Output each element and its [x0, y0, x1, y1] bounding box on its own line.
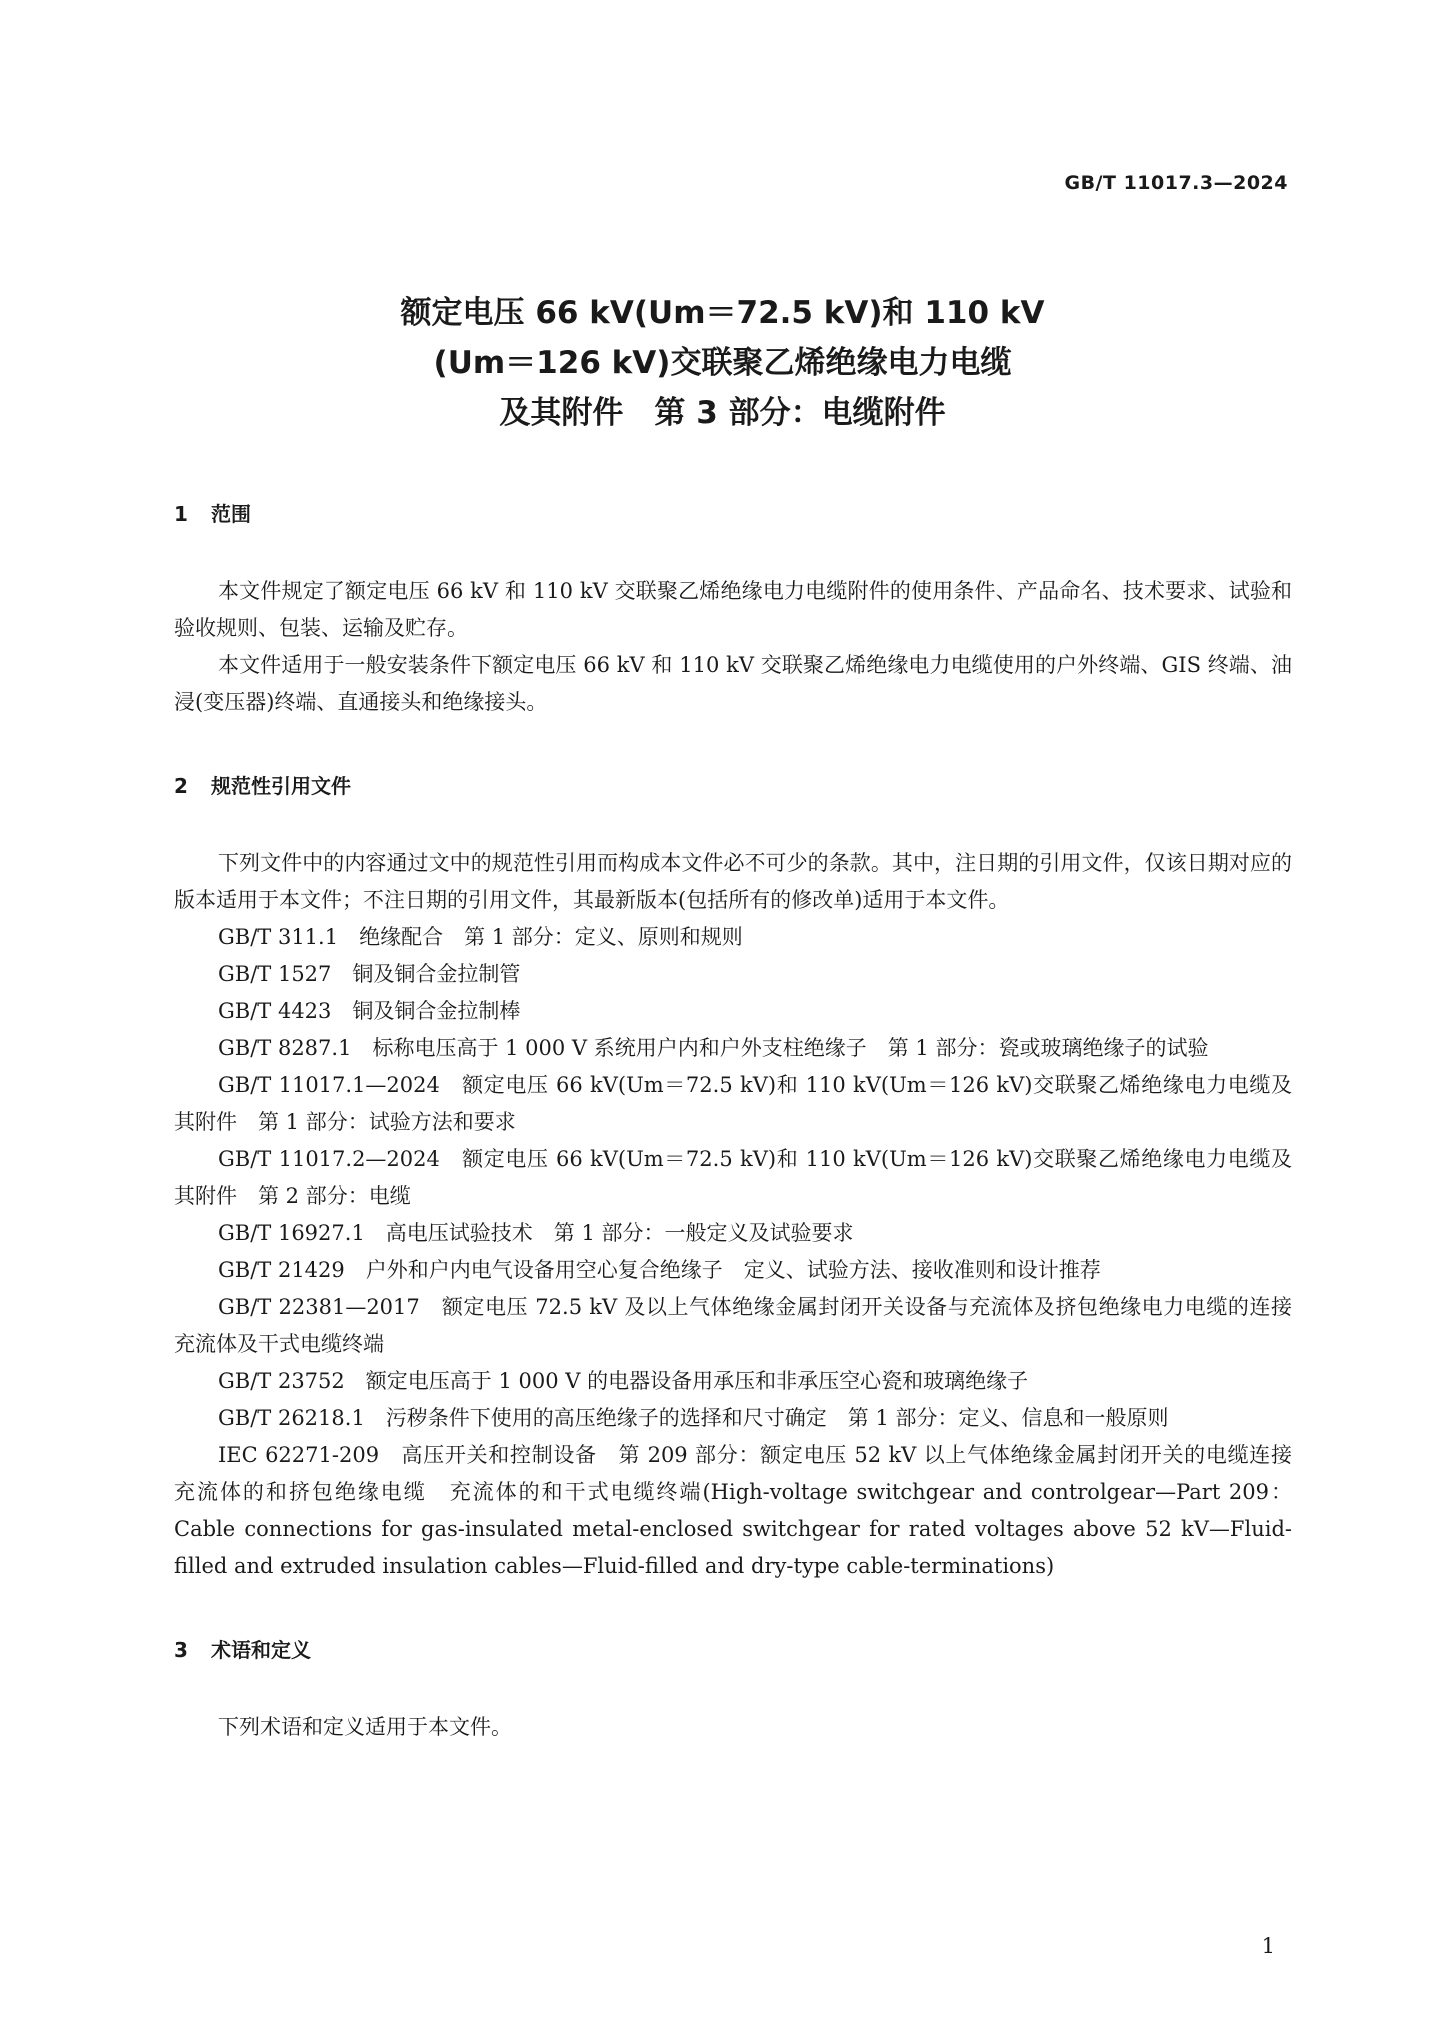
section-number: 1 — [174, 502, 188, 526]
standard-code: GB/T 11017.3—2024 — [1064, 172, 1288, 194]
section-3-heading — [174, 1632, 1292, 1669]
reference-item: GB/T 26218.1 污秽条件下使用的高压绝缘子的选择和尺寸确定 第 1 部分：定义、信息和一般原则 — [218, 1406, 1169, 1430]
scope-paragraph-1: 本文件规定了额定电压 66 kV 和 110 kV 交联聚乙烯绝缘电力电缆附件的使用条件、产品命名、技术要求、试验和验收规则、包装、运输及贮存。 — [174, 579, 1292, 640]
section-title: 术语和定义 — [211, 1638, 311, 1662]
references-intro: 下列文件中的内容通过文中的规范性引用而构成本文件必不可少的条款。其中，注日期的引用文件，仅该日期对应的版本适用于本文件；不注日期的引用文件，其最新版本(包括所有的修改单)适用于本文件。 — [174, 851, 1292, 912]
reference-item: GB/T 16927.1 高电压试验技术 第 1 部分：一般定义及试验要求 — [218, 1221, 854, 1245]
title-line-3: 及其附件 第 3 部分：电缆附件 — [499, 395, 946, 431]
title-line-2: (Um＝126 kV)交联聚乙烯绝缘电力电缆 — [433, 345, 1012, 381]
section-number: 2 — [174, 774, 188, 798]
section-1-heading — [174, 496, 1292, 533]
reference-item: GB/T 4423 铜及铜合金拉制棒 — [218, 999, 521, 1023]
reference-item: GB/T 22381—2017 额定电压 72.5 kV 及以上气体绝缘金属封闭开关设备与充流体及挤包绝缘电力电缆的连接 充流体及干式电缆终端 — [174, 1295, 1313, 1356]
section-2-heading — [174, 768, 1292, 805]
reference-item: GB/T 21429 户外和户内电气设备用空心复合绝缘子 定义、试验方法、接收准则和设计推荐 — [218, 1258, 1101, 1282]
reference-item: GB/T 1527 铜及铜合金拉制管 — [218, 962, 521, 986]
section-title: 范围 — [211, 502, 251, 526]
title-line-1: 额定电压 66 kV(Um＝72.5 kV)和 110 kV — [400, 295, 1045, 331]
page-number: 1 — [1261, 1934, 1275, 1958]
reference-item: GB/T 8287.1 标称电压高于 1 000 V 系统用户内和户外支柱绝缘子 第 1 部分：瓷或玻璃绝缘子的试验 — [218, 1036, 1209, 1060]
reference-item: GB/T 311.1 绝缘配合 第 1 部分：定义、原则和规则 — [218, 925, 743, 949]
reference-item: GB/T 11017.2—2024 额定电压 66 kV(Um＝72.5 kV)和 110 kV(Um＝126 kV)交联聚乙烯绝缘电力电缆及其附件 第 2 部分：电缆 — [174, 1147, 1292, 1208]
scope-paragraph-2: 本文件适用于一般安装条件下额定电压 66 kV 和 110 kV 交联聚乙烯绝缘电力电缆使用的户外终端、GIS 终端、油浸(变压器)终端、直通接头和绝缘接头。 — [174, 653, 1292, 714]
reference-item: GB/T 11017.1—2024 额定电压 66 kV(Um＝72.5 kV)和 110 kV(Um＝126 kV)交联聚乙烯绝缘电力电缆及其附件 第 1 部分：试验方法和要求 — [174, 1073, 1292, 1134]
reference-item: IEC 62271-209 高压开关和控制设备 第 209 部分：额定电压 52 kV 以上气体绝缘金属封闭开关的电缆连接 充流体的和挤包绝缘电缆 充流体的和干式电缆终端(High-voltage switchgear and controlgear—Part 209：Cable connections for gas-insulated metal-enclosed switchgear for rated voltages above 52 kV—Fluid-filled and extruded insulation cables—Fluid-filled and dry-type cable-terminations) — [174, 1443, 1313, 1578]
document-body — [174, 496, 1313, 1746]
reference-item: GB/T 23752 额定电压高于 1 000 V 的电器设备用承压和非承压空心瓷和玻璃绝缘子 — [218, 1369, 1029, 1393]
terms-paragraph: 下列术语和定义适用于本文件。 — [218, 1715, 512, 1739]
document-title — [0, 288, 1445, 438]
section-title: 规范性引用文件 — [211, 774, 351, 798]
section-number: 3 — [174, 1638, 188, 1662]
